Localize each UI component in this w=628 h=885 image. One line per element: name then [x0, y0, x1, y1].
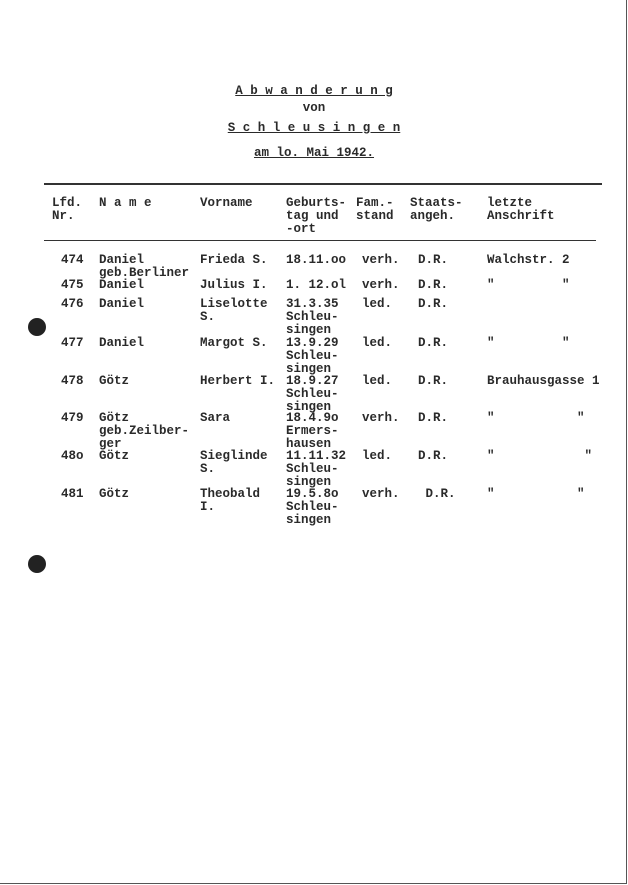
cell-fam: verh. [362, 411, 400, 425]
cell-name: Daniel [99, 278, 145, 292]
cell-nr: 478 [61, 374, 84, 388]
cell-anschrift: " " [487, 278, 570, 292]
cell-staat: D.R. [418, 487, 456, 501]
title-date: am lo. Mai 1942. [253, 146, 375, 160]
cell-nr: 481 [61, 487, 84, 501]
cell-fam: verh. [362, 487, 400, 501]
punch-hole-bottom [28, 555, 46, 573]
cell-geburt: 18.9.27 Schleu- singen [286, 374, 339, 414]
col-header-famstand: Fam.- stand [356, 196, 394, 223]
cell-fam: led. [362, 297, 393, 311]
cell-vorname: Frieda S. [200, 253, 268, 267]
cell-name: Götz [99, 374, 130, 388]
cell-geburt: 13.9.29 Schleu- singen [286, 336, 339, 376]
cell-vorname: Sieglinde S. [200, 449, 268, 476]
cell-name: Daniel [99, 297, 145, 311]
cell-nr: 48o [61, 449, 84, 463]
title-von: von [302, 101, 326, 115]
col-header-vorname: Vorname [200, 196, 253, 210]
cell-nr: 474 [61, 253, 84, 267]
cell-geburt: 19.5.8o Schleu- singen [286, 487, 339, 527]
table-header-rule [44, 240, 596, 241]
cell-anschrift: " " [487, 449, 593, 463]
col-header-geburt: Geburts- tag und -ort [286, 196, 347, 236]
cell-vorname: Liselotte S. [200, 297, 268, 324]
cell-vorname: Julius I. [200, 278, 268, 292]
cell-nr: 476 [61, 297, 84, 311]
cell-vorname: Sara [200, 411, 231, 425]
cell-vorname: Theobald I. [200, 487, 261, 514]
cell-geburt: 18.4.9o Ermers- hausen [286, 411, 339, 451]
table-top-rule [44, 183, 602, 185]
punch-hole-top [28, 318, 46, 336]
cell-geburt: 18.11.oo [286, 253, 347, 267]
cell-anschrift: " " [487, 336, 570, 350]
title-schleusingen: S c h l e u s i n g e n [227, 121, 401, 135]
cell-fam: verh. [362, 278, 400, 292]
title-abwanderung: A b w a n d e r u n g [235, 84, 393, 98]
cell-staat: D.R. [418, 278, 449, 292]
cell-vorname: Margot S. [200, 336, 268, 350]
cell-staat: D.R. [418, 297, 449, 311]
cell-nr: 479 [61, 411, 84, 425]
cell-fam: led. [362, 449, 393, 463]
cell-fam: led. [362, 336, 393, 350]
cell-geburt: 11.11.32 Schleu- singen [286, 449, 347, 489]
cell-staat: D.R. [418, 253, 449, 267]
col-header-anschrift: letzte Anschrift [487, 196, 555, 223]
cell-name: Daniel [99, 336, 145, 350]
cell-anschrift: Walchstr. 2 [487, 253, 570, 267]
cell-name: Götz [99, 449, 130, 463]
cell-geburt: 1. 12.ol [286, 278, 347, 292]
col-header-nr: Lfd. Nr. [52, 196, 83, 223]
cell-anschrift: Brauhausgasse 1 [487, 374, 600, 388]
col-header-name: N a m e [99, 196, 152, 210]
col-header-staat: Staats- angeh. [410, 196, 463, 223]
cell-nr: 477 [61, 336, 84, 350]
cell-geburt: 31.3.35 Schleu- singen [286, 297, 339, 337]
cell-name: Daniel geb.Berliner [99, 253, 190, 280]
cell-name: Götz geb.Zeilber- ger [99, 411, 190, 451]
cell-staat: D.R. [418, 449, 449, 463]
cell-fam: verh. [362, 253, 400, 267]
cell-vorname: Herbert I. [200, 374, 276, 388]
cell-staat: D.R. [418, 411, 449, 425]
cell-anschrift: " " [487, 411, 585, 425]
cell-name: Götz [99, 487, 130, 501]
cell-fam: led. [362, 374, 393, 388]
cell-staat: D.R. [418, 374, 449, 388]
cell-nr: 475 [61, 278, 84, 292]
cell-anschrift: " " [487, 487, 585, 501]
cell-staat: D.R. [418, 336, 449, 350]
